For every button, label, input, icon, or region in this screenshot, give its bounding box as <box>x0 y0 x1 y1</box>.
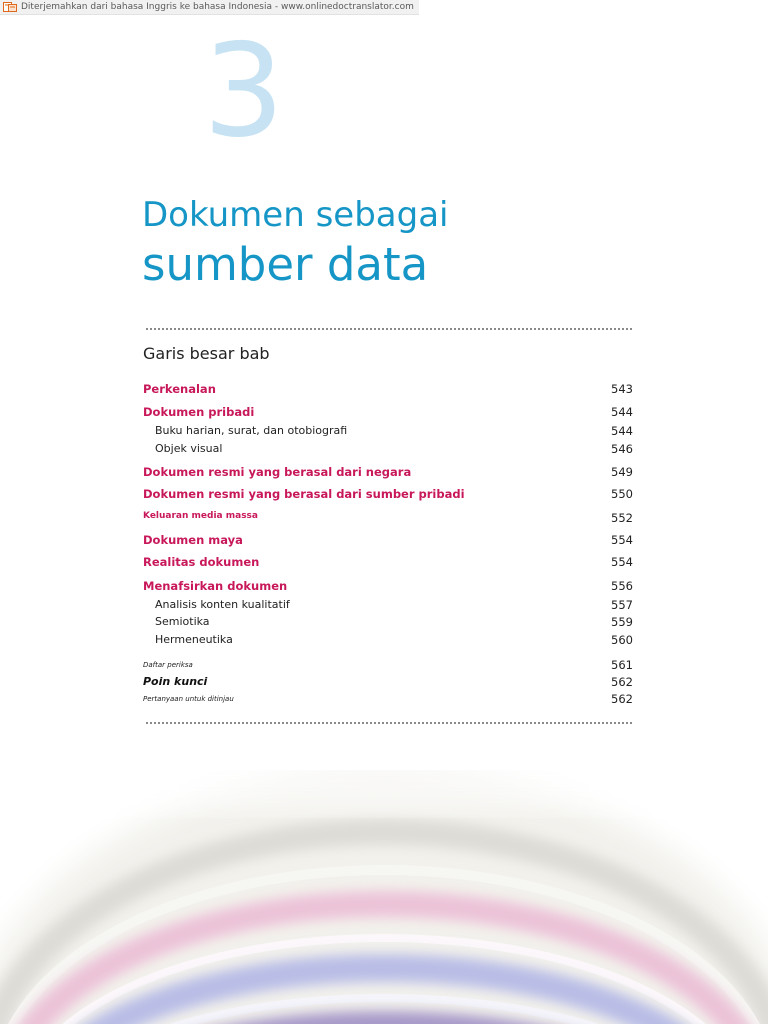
translator-banner[interactable] <box>0 0 419 15</box>
divider-bottom <box>146 722 632 724</box>
toc-entry-page: 561 <box>611 658 633 672</box>
toc-entry-page: 544 <box>611 424 633 438</box>
divider-top <box>146 328 632 330</box>
toc-entry-label: Poin kunci <box>143 675 208 688</box>
toc-entry-page: 546 <box>611 442 633 456</box>
toc-entry-page: 554 <box>611 533 633 547</box>
toc-entry-page: 559 <box>611 615 633 629</box>
toc-entry-label: Objek visual <box>155 442 223 455</box>
toc-entry-page: 562 <box>611 692 633 706</box>
toc-entry-label: Buku harian, surat, dan otobiografi <box>155 424 348 437</box>
toc-entry-page: 562 <box>611 675 633 689</box>
toc-entry-page: 557 <box>611 598 633 612</box>
toc-entry-label: Dokumen maya <box>143 533 243 547</box>
toc-entry-page: 556 <box>611 579 633 593</box>
decorative-rainbow-arcs <box>0 770 768 1024</box>
chapter-number: 3 <box>203 17 285 166</box>
chapter-title-line-2: sumber data <box>142 238 429 291</box>
toc-entry-label: Perkenalan <box>143 382 216 396</box>
toc-entry-label: Analisis konten kualitatif <box>155 598 290 611</box>
toc-entry-page: 544 <box>611 405 633 419</box>
toc-entry-page: 552 <box>611 511 633 525</box>
toc-entry-page: 549 <box>611 465 633 479</box>
toc-entry-label: Daftar periksa <box>143 661 193 669</box>
toc-entry-page: 550 <box>611 487 633 501</box>
toc-entry-label: Dokumen resmi yang berasal dari sumber pribadi <box>143 487 465 501</box>
toc-entry-label: Menafsirkan dokumen <box>143 579 288 593</box>
toc-entry-label: Keluaran media massa <box>143 511 258 521</box>
toc-entry-label: Realitas dokumen <box>143 555 260 569</box>
document-translate-icon <box>3 2 17 12</box>
toc-entry-label: Hermeneutika <box>155 633 233 646</box>
toc-entry-page: 560 <box>611 633 633 647</box>
toc-entry-page: 554 <box>611 555 633 569</box>
toc-entry-label: Semiotika <box>155 615 210 628</box>
toc-entry-label: Dokumen pribadi <box>143 405 255 419</box>
chapter-outline-heading: Garis besar bab <box>143 344 270 363</box>
translator-banner-text[interactable]: Diterjemahkan dari bahasa Inggris ke bahasa Indonesia - www.onlinedoctranslator.com <box>21 2 414 12</box>
chapter-title-line-1: Dokumen sebagai <box>142 195 449 235</box>
toc-entry-page: 543 <box>611 382 633 396</box>
toc-entry-label: Dokumen resmi yang berasal dari negara <box>143 465 412 479</box>
toc-entry-label: Pertanyaan untuk ditinjau <box>143 695 234 703</box>
